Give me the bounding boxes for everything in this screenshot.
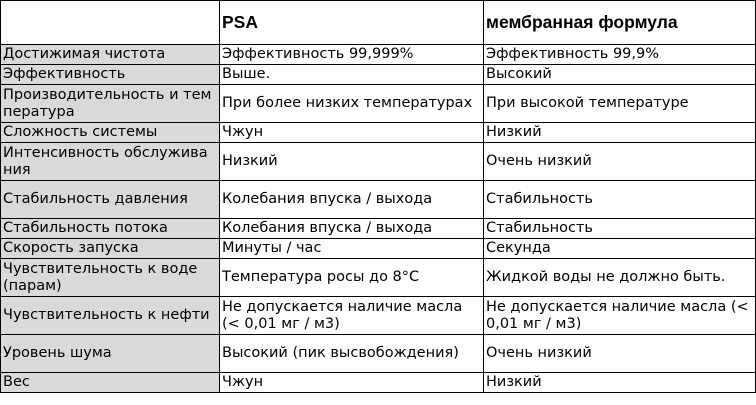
psa-cell: Температура росы до 8°C (220, 259, 484, 297)
header-psa: PSA (220, 1, 484, 45)
row-label: Производительность и температура (1, 85, 220, 123)
psa-cell: Минуты / час (220, 239, 484, 259)
row-label: Уровень шума (1, 335, 220, 373)
psa-cell: Высокий (пик высвобождения) (220, 335, 484, 373)
membrane-cell: Стабильность (484, 219, 756, 239)
row-label: Скорость запуска (1, 239, 220, 259)
membrane-cell: Стабильность (484, 181, 756, 219)
table-row (1, 259, 756, 297)
row-label: Чувствительность к воде (парам) (1, 259, 220, 297)
membrane-cell: Не допускается наличие масла (< 0,01 мг / м3) (484, 297, 756, 335)
psa-cell: Не допускается наличие масла (< 0,01 мг / м3) (220, 297, 484, 335)
table-row (1, 297, 756, 335)
psa-cell: Выше. (220, 65, 484, 85)
membrane-cell: Низкий (484, 373, 756, 393)
table-row (1, 65, 756, 85)
psa-cell: Эффективность 99,999% (220, 45, 484, 65)
row-label: Интенсивность обслуживания (1, 143, 220, 181)
row-label: Стабильность давления (1, 181, 220, 219)
header-membrane: мембранная формула (484, 1, 756, 45)
membrane-cell: При высокой температуре (484, 85, 756, 123)
table-row (1, 335, 756, 373)
table-row (1, 143, 756, 181)
row-label: Чувствительность к нефти (1, 297, 220, 335)
table-row (1, 219, 756, 239)
psa-cell: Колебания впуска / выхода (220, 219, 484, 239)
psa-cell: Чжун (220, 373, 484, 393)
psa-cell: Колебания впуска / выхода (220, 181, 484, 219)
row-label: Стабильность потока (1, 219, 220, 239)
psa-cell: При более низких температурах (220, 85, 484, 123)
header-corner-cell (1, 1, 220, 45)
row-label: Достижимая чистота (1, 45, 220, 65)
table-row (1, 123, 756, 143)
row-label: Сложность системы (1, 123, 220, 143)
psa-cell: Низкий (220, 143, 484, 181)
membrane-cell: Очень низкий (484, 143, 756, 181)
membrane-cell: Высокий (484, 65, 756, 85)
row-label: Эффективность (1, 65, 220, 85)
psa-cell: Чжун (220, 123, 484, 143)
table-row (1, 239, 756, 259)
table-row (1, 85, 756, 123)
membrane-cell: Низкий (484, 123, 756, 143)
table-row (1, 373, 756, 393)
table-row (1, 181, 756, 219)
membrane-cell: Очень низкий (484, 335, 756, 373)
row-label: Вес (1, 373, 220, 393)
membrane-cell: Эффективность 99,9% (484, 45, 756, 65)
membrane-cell: Секунда (484, 239, 756, 259)
header-row (1, 1, 756, 45)
membrane-cell: Жидкой воды не должно быть. (484, 259, 756, 297)
table-row (1, 45, 756, 65)
